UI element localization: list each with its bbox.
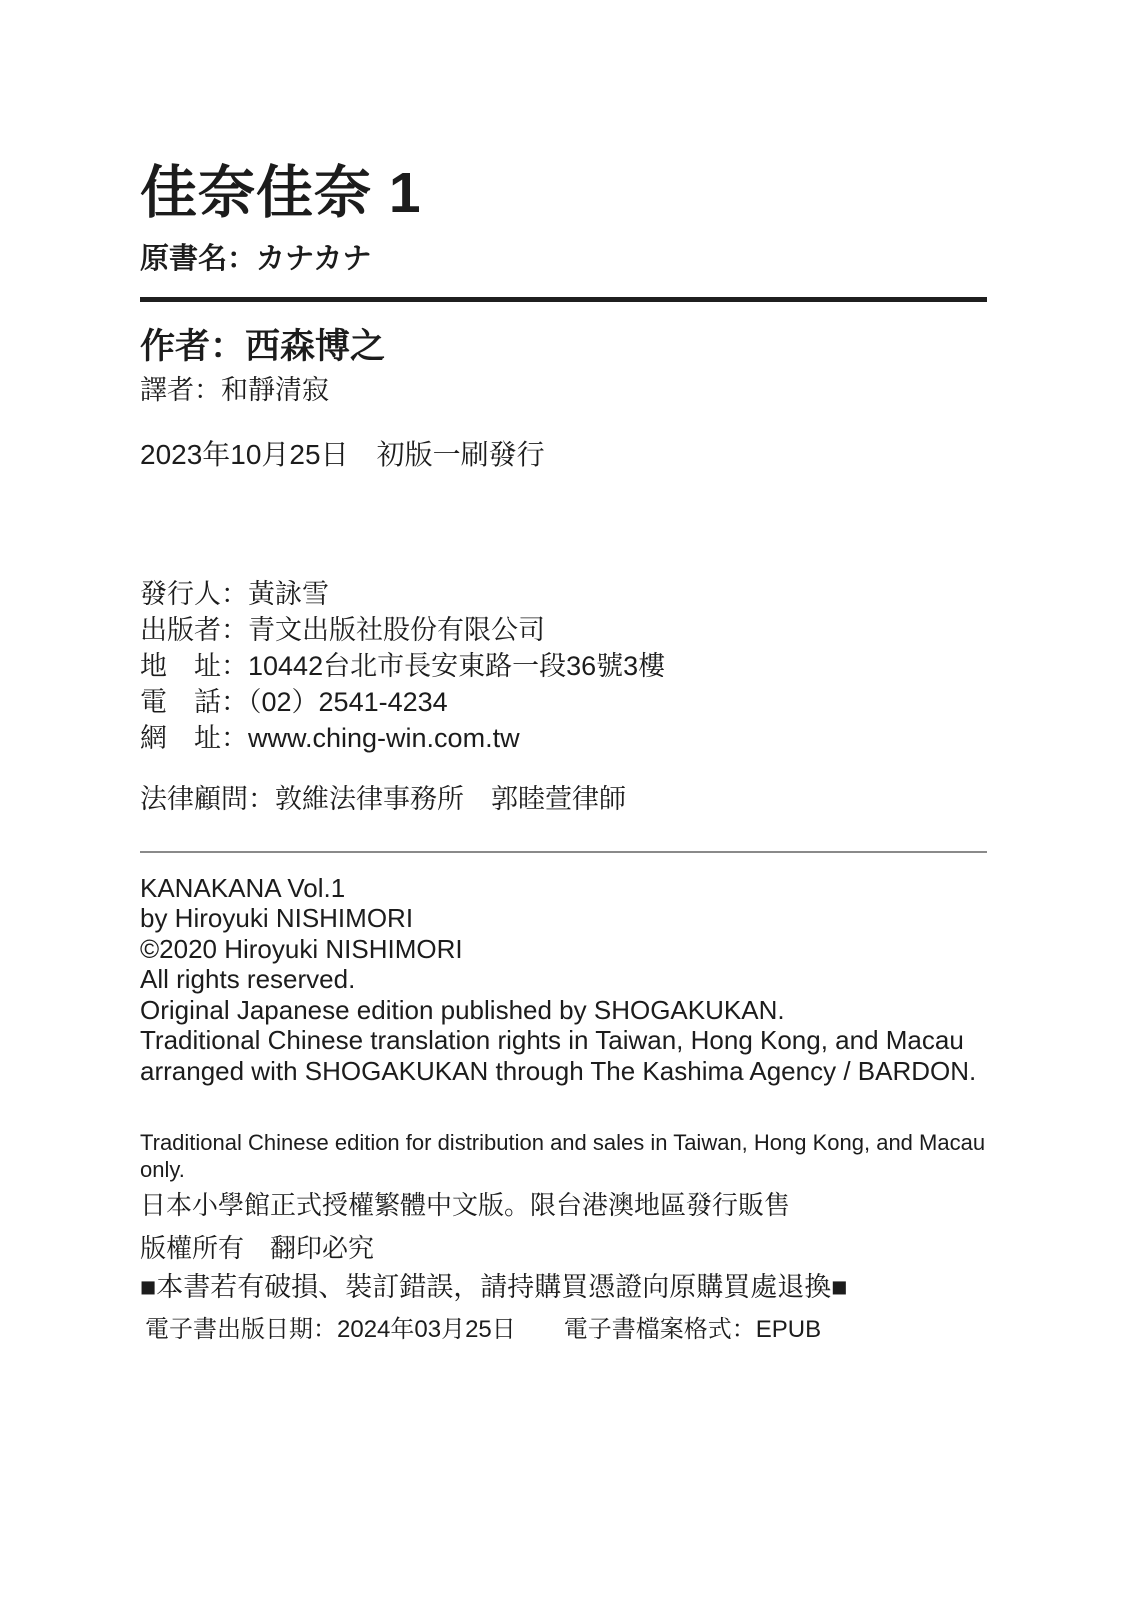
english-copyright-block (140, 873, 987, 1087)
copyright-line-translation-rights: Traditional Chinese translation rights in Taiwan, Hong Kong, and Macau (140, 1025, 964, 1056)
publisher-line-website: 網 址：www.ching-win.com.tw (140, 722, 520, 753)
publisher-line-issuer: 發行人：黃詠雪 (140, 578, 329, 609)
publisher-info-block (140, 576, 987, 756)
edition-date-line: 2023年10月25日 初版一刷發行 (140, 439, 545, 471)
legal-advisor-line: 法律顧問：敦維法律事務所 郭睦萱律師 (140, 783, 626, 814)
thick-divider (140, 297, 987, 302)
copyright-line-year: ©2020 Hiroyuki NISHIMORI (140, 933, 463, 964)
copyright-line-agency: arranged with SHOGAKUKAN through The Kashima Agency / BARDON. (140, 1055, 977, 1086)
publisher-line-phone: 電 話：（02）2541-4234 (140, 686, 448, 717)
distribution-notice-en: Traditional Chinese edition for distribution and sales in Taiwan, Hong Kong, and Macau only. (140, 1130, 986, 1182)
copyright-line-title: KANAKANA Vol.1 (140, 872, 346, 903)
translator-line: 譯者：和靜清寂 (140, 374, 329, 405)
copyright-line-rights: All rights reserved. (140, 964, 356, 995)
publisher-line-address: 地 址：10442台北市長安東路一段36號3樓 (140, 650, 666, 681)
book-title: 佳奈佳奈 1 (140, 161, 422, 225)
publisher-line-publisher: 出版者：青文出版社股份有限公司 (140, 614, 545, 645)
rights-reserved-line: 版權所有 翻印必究 (140, 1232, 375, 1263)
ebook-info-line: 電子書出版日期：2024年03月25日 電子書檔案格式：EPUB (145, 1316, 822, 1344)
original-title-line: 原書名：カナカナ (140, 242, 372, 275)
distribution-notice-zh: 日本小學館正式授權繁體中文版。限台港澳地區發行販售 (140, 1190, 791, 1221)
thin-divider (140, 851, 987, 853)
author-line: 作者：西森博之 (140, 326, 386, 366)
copyright-line-author: by Hiroyuki NISHIMORI (140, 903, 414, 934)
copyright-line-original-edition: Original Japanese edition published by SHOGAKUKAN. (140, 994, 785, 1025)
damage-return-notice: ■本書若有破損、裝訂錯誤，請持購買憑證向原購買處退換■ (140, 1272, 848, 1303)
